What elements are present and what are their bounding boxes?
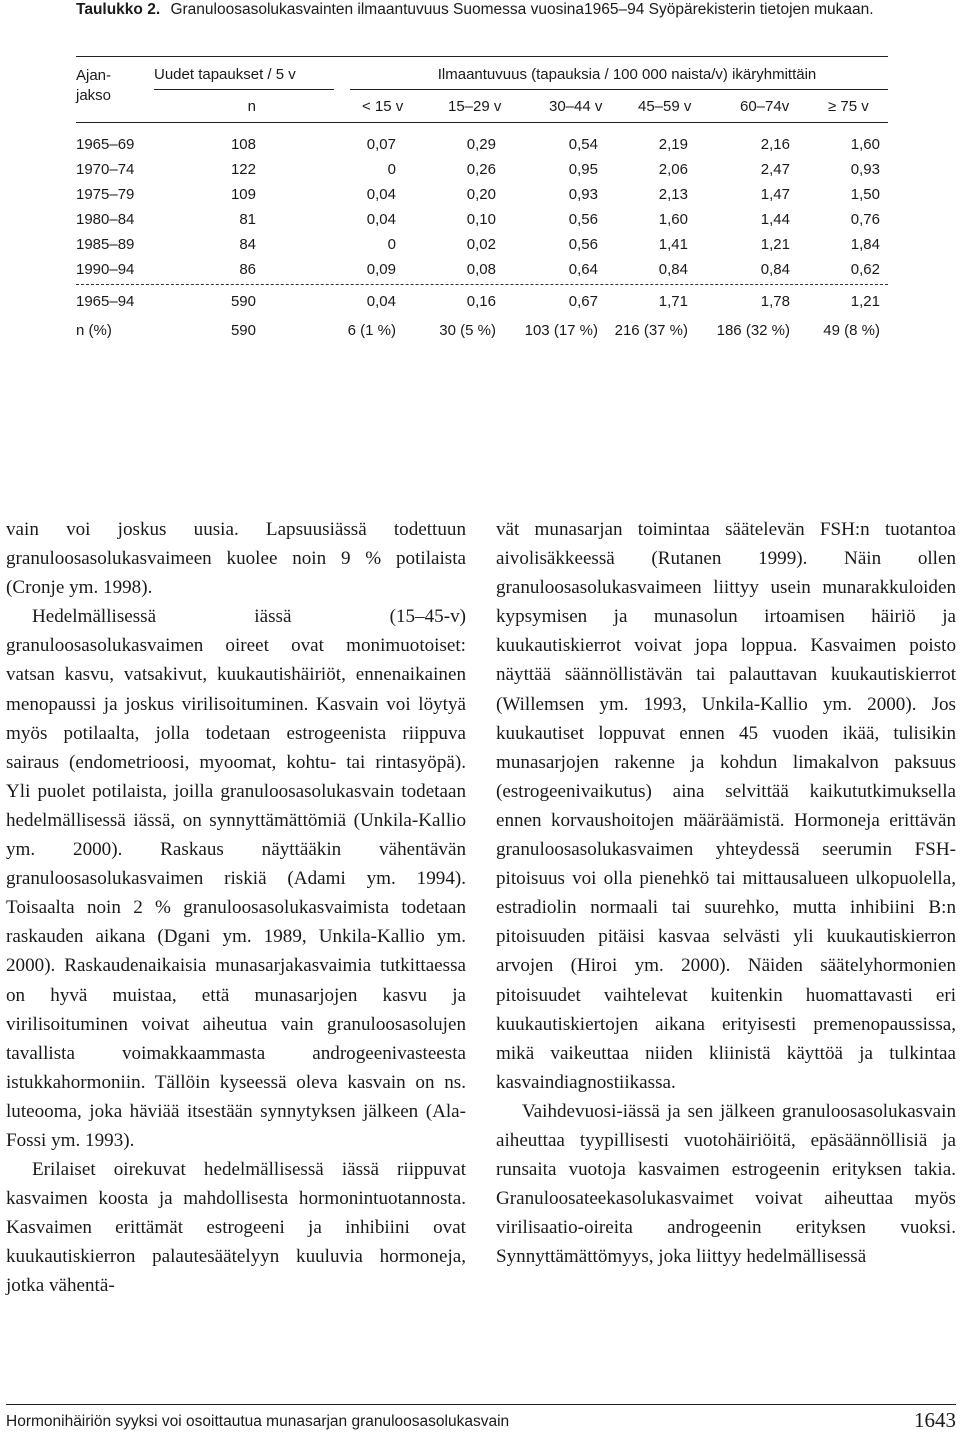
table-row-5-period: 1990–94 [76, 261, 135, 278]
table-row-total-value: 0,67 [568, 293, 598, 310]
paragraph: Vaihdevuosi-iässä ja sen jälkeen granuloosasolukasvain aiheuttaa tyypillisesti vuotohäiriöitä, epäsäännöllisiä ja runsaita vuotoja kasvaimen estrogeenin erityksen takia. Granuloosateekasolukasvaimet voivat aiheuttaa myös virilisaatio-oireita androgeenin erityksen vuoksi. Synnyttämättömyys, joka liittyy hedelmällisessä [496, 1100, 956, 1268]
table-row-4-n: 84 [239, 236, 256, 253]
table-row-4-value: 1,84 [850, 236, 880, 253]
table-row-3-value: 0,10 [466, 211, 496, 228]
body-column-left [6, 515, 466, 1301]
table-row-total-value: 0,04 [366, 293, 396, 310]
table-row-3-n: 81 [239, 211, 256, 228]
table-row-4-value: 0 [387, 236, 396, 253]
total-dashed-rule [76, 284, 888, 285]
table-row-2-period: 1975–79 [76, 186, 135, 203]
page-number: 1643 [914, 1408, 956, 1432]
table-row-0-period: 1965–69 [76, 136, 135, 153]
table-row-4-value: 0,02 [466, 236, 496, 253]
table-caption-text: Granuloosasolukasvainten ilmaantuvuus Suomessa vuosina1965–94 Syöpärekisterin tietojen mukaan. [170, 1, 874, 18]
table-row-4-value: 1,21 [760, 236, 790, 253]
table-row-total-n: 590 [230, 293, 256, 310]
table-row-0-value: 0,54 [568, 136, 598, 153]
table-row-2-n: 109 [230, 186, 256, 203]
table-row-total-value: 1,21 [850, 293, 880, 310]
table-row-total-value: 1,78 [760, 293, 790, 310]
header-sub-rule-right [350, 89, 888, 90]
body-column-right [496, 515, 956, 1271]
table-row-0-value: 2,16 [760, 136, 790, 153]
table-caption-label: Taulukko 2. [76, 1, 161, 18]
table-row-1-value: 0,95 [568, 161, 598, 178]
table-row-percent-value: 186 (32 %) [716, 322, 790, 339]
header-period: Ajan- jakso [76, 67, 112, 104]
table-row-1-value: 2,06 [658, 161, 688, 178]
table-row-percent-value: 6 (1 %) [347, 322, 396, 339]
header-new-cases: Uudet tapaukset / 5 v [154, 66, 296, 83]
table-row-4-value: 0,56 [568, 236, 598, 253]
table-row-2-value: 2,13 [658, 186, 688, 203]
paragraph: Hedelmällisessä iässä (15–45-v) granuloosasolukasvaimen oireet ovat monimuotoiset: vatsan kasvu, vatsakivut, kuukautishäiriöt, ennenaikainen menopaussi ja joskus virilisoituminen. Kasvain voi löytyä myös potilaalta, jolla todetaan estrogeenista riippuva sairaus (endometrioosi, myoomat, kohtu- tai rintasyöpä). Yli puolet potilaista, joilla granuloosasolukasvain todetaan hedelmällisessä iässä, on synnyttämättömiä (Unkila-Kallio ym. 2000). Raskaus näyttääkin vähentävän granuloosasolukasvaimen riskiä (Adami ym. 1994). Toisaalta noin 2 % granuloosasolukasvaimista todetaan raskauden aikana (Dgani ym. 1989, Unkila-Kallio ym. 2000). Raskaudenaikaisia munasarjakasvaimia tutkittaessa on hyvä muistaa, että munasarjojen kasvu ja virilisoituminen voivat aiheutua vain granuloosasolujen tavallista voimakkaammasta androgeenivasteesta istukkahormoniin. Tällöin kyseessä oleva kasvain on ns. luteooma, joka häviää itsestään synnytyksen jälkeen (Ala-Fossi ym. 1993). [6, 606, 466, 1151]
table-row-1-value: 2,47 [760, 161, 790, 178]
table-row-4-value: 1,41 [658, 236, 688, 253]
table-row-5-value: 0,84 [760, 261, 790, 278]
running-title: Hormonihäiriön syyksi voi osoittautua munasarjan granuloosasolukasvain [6, 1413, 510, 1430]
table-row-0-value: 2,19 [658, 136, 688, 153]
header-incidence: Ilmaantuvuus (tapauksia / 100 000 naista/v) ikäryhmittäin [437, 66, 817, 83]
table-row-total-value: 0,16 [466, 293, 496, 310]
table-row-2-value: 0,93 [568, 186, 598, 203]
table-row-1-value: 0,93 [850, 161, 880, 178]
table-row-5-n: 86 [239, 261, 256, 278]
table-row-percent-value: 216 (37 %) [614, 322, 688, 339]
table-row-percent-period: n (%) [76, 322, 112, 339]
table-row-5-value: 0,62 [850, 261, 880, 278]
header-age-1: 15–29 v [448, 98, 502, 115]
paragraph: Erilaiset oirekuvat hedelmällisessä iässä riippuvat kasvaimen koosta ja mahdollisesta hormonintuotannosta. Kasvaimen erittämät estrogeeni ja inhibiini ovat kuukautiskierron palautesäätelyyn kuuluvia hormoneja, jotka vähentä- [6, 1159, 466, 1297]
header-age-3: 45–59 v [638, 98, 692, 115]
header-n: n [247, 98, 256, 115]
table-row-percent-value: 49 (8 %) [823, 322, 880, 339]
table-row-1-n: 122 [230, 161, 256, 178]
table-row-2-value: 0,04 [366, 186, 396, 203]
table-row-5-value: 0,84 [658, 261, 688, 278]
header-age-0: < 15 v [362, 98, 404, 115]
table-row-1-period: 1970–74 [76, 161, 135, 178]
table-row-0-value: 0,07 [366, 136, 396, 153]
table-row-total-value: 1,71 [658, 293, 688, 310]
table-row-3-value: 0,04 [366, 211, 396, 228]
header-age-2: 30–44 v [549, 98, 603, 115]
paragraph: vät munasarjan toimintaa säätelevän FSH:n tuotantoa aivolisäkkeessä (Rutanen 1999). Näin ollen granuloosasolukasvaimeen liittyy usein munarakkuloiden kypsymisen ja munasolun irtoamisen häiriö ja kuukautiskierrot voivat jopa loppua. Kasvaimen poisto näyttää säännöllistävän tai palauttavan kuukautiskierrot (Willemsen ym. 1993, Unkila-Kallio ym. 2000). Jos kuukautiset loppuvat ennen 45 vuoden ikää, tulisikin munasarjojen rakenne ja kohdun limakalvon paksuus (estrogeenivaikutus) aina selvittää kaikututkimuksella ennen korvaushoitojen määräämistä. Hormoneja erittävän granuloosasolukasvaimen yhteydessä seerumin FSH-pitoisuus voi olla pienehkö tai mittausalueen ulkopuolella, estradiolin normaali tai suurehko, mutta inhibiini B:n pitoisuuden pitäisi kasvaa selvästi yli kuukautiskierron arvojen (Hiroi ym. 2000). Näiden säätelyhormonien pitoisuudet vaihtelevat kuitenkin huomattavasti eri kuukautiskiertojen aikana erityisesti premenopaussissa, mikä vaikeuttaa niiden kliinistä käyttöä ja tulkintaa kasvaindiagnostiikassa. [496, 519, 956, 1093]
table-row-3-value: 1,44 [760, 211, 790, 228]
table-row-2-value: 0,20 [466, 186, 496, 203]
table-row-3-period: 1980–84 [76, 211, 135, 228]
table-caption [76, 0, 886, 19]
table-row-5-value: 0,08 [466, 261, 496, 278]
table-row-0-n: 108 [230, 136, 256, 153]
table-row-5-value: 0,09 [366, 261, 396, 278]
table-row-3-value: 0,76 [850, 211, 880, 228]
header-age-5: ≥ 75 v [828, 98, 869, 115]
table-row-3-value: 0,56 [568, 211, 598, 228]
table-row-4-period: 1985–89 [76, 236, 135, 253]
header-sub-rule-left [154, 89, 334, 90]
table-row-1-value: 0,26 [466, 161, 496, 178]
table-row-percent-value: 103 (17 %) [524, 322, 598, 339]
header-bottom-rule [76, 122, 888, 123]
table-row-0-value: 0,29 [466, 136, 496, 153]
table-row-5-value: 0,64 [568, 261, 598, 278]
footer-rule [6, 1404, 956, 1405]
paragraph: vain voi joskus uusia. Lapsuusiässä todettuun granuloosasolukasvaimeen kuolee noin 9 % potilaista (Cronje ym. 1998). [6, 519, 466, 599]
table-row-percent-value: 30 (5 %) [439, 322, 496, 339]
table-row-0-value: 1,60 [850, 136, 880, 153]
table-row-total-period: 1965–94 [76, 293, 135, 310]
table-row-1-value: 0 [387, 161, 396, 178]
table-row-percent-n: 590 [230, 322, 256, 339]
table-top-rule [76, 56, 888, 57]
table-row-2-value: 1,50 [850, 186, 880, 203]
table-row-3-value: 1,60 [658, 211, 688, 228]
table-row-2-value: 1,47 [760, 186, 790, 203]
header-age-4: 60–74v [740, 98, 790, 115]
